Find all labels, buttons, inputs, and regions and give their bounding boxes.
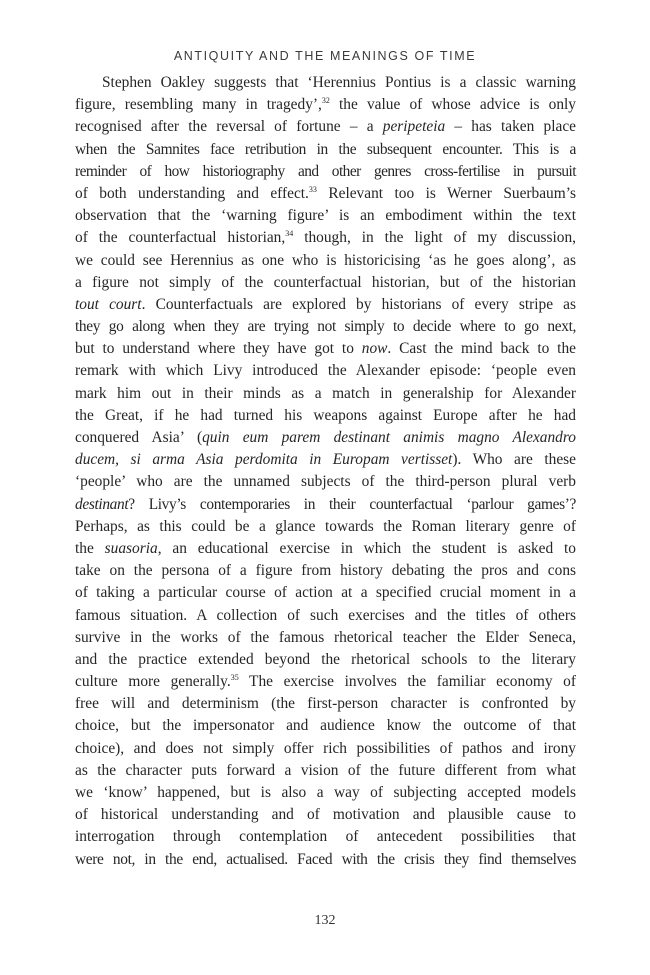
text-run: ? Livy’s contemporaries in their counterfactual ‘parlour games’? [128, 495, 576, 513]
text-run: interrogation through contemplation of antecedent possibilities that [75, 828, 576, 846]
text-line [75, 471, 576, 493]
text-run: of taking a particular course of action at a specified crucial moment in a [75, 584, 576, 602]
text-line [75, 494, 576, 516]
text-run: take on the persona of a figure from history debating the pros and cons [75, 562, 576, 580]
text-line [75, 715, 576, 737]
text-run: choice, but the impersonator and audience know the outcome of that [75, 717, 576, 735]
italic-text: now [361, 340, 388, 358]
text-run: were not, in the end, actualised. Faced with the crisis they find themselves [75, 850, 576, 868]
italic-text: quin eum parem destinant animis magno Alexandro [202, 429, 576, 446]
text-run: culture more generally. [75, 673, 231, 691]
text-line [75, 405, 576, 427]
text-line [75, 272, 576, 294]
text-run: and the practice extended beyond the rhetorical schools to the literary [75, 650, 576, 668]
text-line [75, 760, 576, 782]
text-line [75, 94, 576, 116]
text-run: but to understand where they have got to [75, 340, 362, 358]
text-line [75, 205, 576, 227]
italic-text: destinant [75, 495, 129, 513]
text-run: we ‘know’ happened, but is also a way of subjecting accepted models [75, 784, 576, 801]
text-line [75, 582, 576, 604]
text-line [75, 671, 576, 693]
footnote-marker: 33 [308, 184, 317, 194]
text-run: observation that the ‘warning figure’ is an embodiment within the text [75, 207, 576, 225]
text-run: as the character puts forward a vision of the future different from what [75, 761, 576, 779]
text-line [75, 338, 576, 360]
text-run: a figure not simply of the counterfactual historian, but of the historian [75, 273, 576, 291]
text-run: the [75, 539, 105, 557]
text-run: . Counterfactuals are explored by historians of every stripe as [141, 295, 576, 313]
page-number: 132 [314, 913, 336, 928]
text-line [75, 250, 576, 272]
text-line [75, 183, 576, 205]
text-run: ‘people’ who are the unnamed subjects of the third-person plural verb [75, 473, 576, 491]
text-line [75, 560, 576, 582]
text-line [75, 383, 576, 405]
text-run: they go along when they are trying not simply to decide where to go next, [75, 318, 576, 336]
text-run: of historical understanding and of motivation and plausible cause to [75, 806, 576, 824]
text-line [75, 227, 576, 249]
text-line [75, 804, 576, 826]
italic-text: suasoria [104, 539, 158, 557]
running-head: ANTIQUITY AND THE MEANINGS OF TIME [173, 49, 477, 63]
text-run: Relevant too is Werner Suerbaum’s [316, 184, 576, 202]
text-line [75, 161, 576, 183]
italic-text: peripeteia [382, 118, 446, 136]
text-run: free will and determinism (the first-person character is confronted by [75, 695, 576, 713]
text-run: figure, resembling many in tragedy’, [75, 96, 322, 114]
footnote-marker: 35 [230, 673, 239, 683]
italic-text: ducem, si arma Asia perdomita in Europam vertisset [75, 451, 453, 469]
text-line [75, 116, 576, 138]
text-line [75, 72, 576, 94]
text-line [75, 516, 576, 538]
text-line [75, 449, 576, 471]
footnote-marker: 34 [285, 229, 294, 239]
text-run: . Cast the mind back to the [387, 340, 576, 358]
text-run: choice), and does not simply offer rich possibilities of pathos and irony [75, 739, 576, 757]
text-line [75, 738, 576, 760]
text-run: – has taken place [445, 118, 576, 136]
text-run: survive in the works of the famous rhetorical teacher the Elder Seneca, [75, 628, 576, 646]
text-line [75, 627, 576, 649]
body-text [75, 72, 576, 871]
text-run: reminder of how historiography and other genres cross-fertilise in pursuit [75, 162, 576, 180]
text-line [75, 782, 576, 804]
italic-text: tout court [75, 295, 142, 313]
text-run: though, in the light of my discussion, [293, 229, 577, 247]
text-run: The exercise involves the familiar economy of [238, 673, 576, 691]
text-run: ). Who are these [452, 451, 576, 469]
footnote-marker: 32 [321, 96, 330, 106]
text-run: Perhaps, as this could be a glance towards the Roman literary genre of [75, 517, 576, 535]
text-run: when the Samnites face retribution in the subsequent encounter. This is a [75, 140, 576, 158]
text-line [75, 826, 576, 848]
text-line [75, 360, 576, 382]
text-run: the Great, if he had turned his weapons against Europe after he had [75, 406, 576, 424]
text-run: of the counterfactual historian, [75, 229, 286, 247]
text-line [75, 693, 576, 715]
text-run: of both understanding and effect. [75, 184, 309, 202]
text-line [75, 427, 576, 449]
text-line [75, 649, 576, 671]
text-line [75, 849, 576, 871]
text-line [75, 139, 576, 161]
text-run: we could see Herennius as one who is historicising ‘as he goes along’, as [75, 251, 576, 269]
text-run: conquered Asia’ ( [75, 429, 203, 446]
text-run: famous situation. A collection of such exercises and the titles of others [75, 606, 576, 624]
text-run: recognised after the reversal of fortune – a [75, 118, 383, 136]
text-run: mark him out in their minds as a match in generalship for Alexander [75, 384, 576, 402]
text-line [75, 316, 576, 338]
text-run: Stephen Oakley suggests that ‘Herennius Pontius is a classic warning [102, 74, 576, 91]
text-run: the value of whose advice is only [329, 96, 576, 114]
text-line [75, 605, 576, 627]
text-run: , an educational exercise in which the student is asked to [157, 539, 576, 557]
text-line [75, 538, 576, 560]
text-run: remark with which Livy introduced the Alexander episode: ‘people even [75, 362, 576, 380]
text-line [75, 294, 576, 316]
